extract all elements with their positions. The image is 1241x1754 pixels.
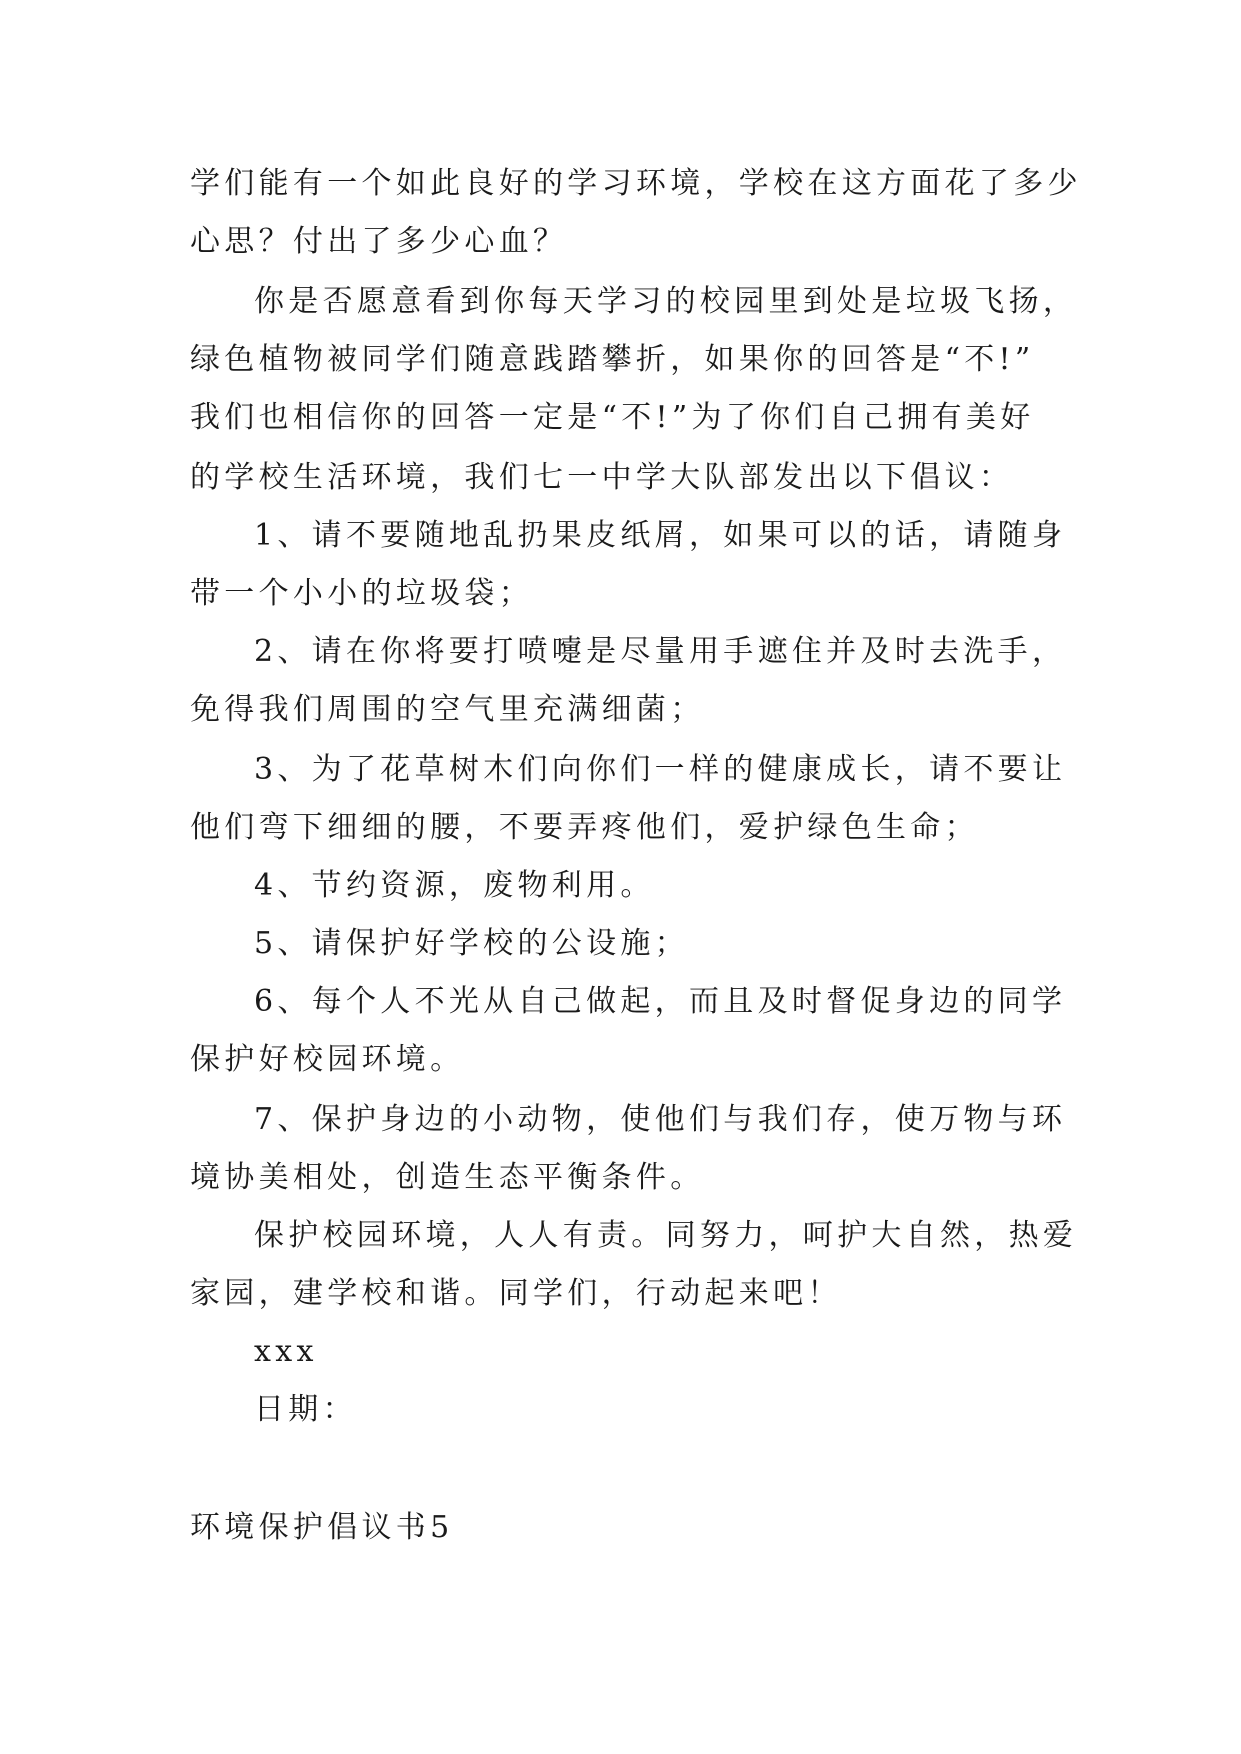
paragraph-line: 我们也相信你的回答一定是“不!”为了你们自己拥有美好 (190, 400, 1035, 435)
signature: xxx (254, 1334, 318, 1369)
paragraph-line: 学们能有一个如此良好的学习环境，学校在这方面花了多少 (190, 166, 1082, 201)
list-item-line: 带一个小小的垃圾袋； (190, 576, 533, 611)
section-title: 环境保护倡议书5 (190, 1510, 454, 1545)
list-item-line: 4、节约资源，废物利用。 (254, 868, 655, 903)
list-item-line: 6、每个人不光从自己做起，而且及时督促身边的同学 (254, 984, 1067, 1019)
list-item-line: 免得我们周围的空气里充满细菌； (190, 692, 705, 727)
list-item-line: 2、请在你将要打喷嚏是尽量用手遮住并及时去洗手， (254, 634, 1067, 669)
list-item-line: 7、保护身边的小动物，使他们与我们存，使万物与环 (254, 1102, 1067, 1137)
paragraph-line: 的学校生活环境，我们七一中学大队部发出以下倡议： (190, 460, 1014, 495)
list-item-line: 境协美相处，创造生态平衡条件。 (190, 1160, 705, 1195)
list-item-line: 3、为了花草树木们向你们一样的健康成长，请不要让 (254, 752, 1067, 787)
list-item-line: 他们弯下细细的腰，不要弄疼他们，爱护绿色生命； (190, 810, 979, 845)
list-item-line: 1、请不要随地乱扔果皮纸屑，如果可以的话，请随身 (254, 518, 1067, 553)
paragraph-line: 绿色植物被同学们随意践踏攀折，如果你的回答是“不!” (190, 342, 1035, 377)
date-label: 日期： (254, 1392, 357, 1427)
list-item-line: 5、请保护好学校的公设施； (254, 926, 689, 961)
paragraph-line: 家园，建学校和谐。同学们，行动起来吧！ (190, 1276, 842, 1311)
paragraph-line: 你是否愿意看到你每天学习的校园里到处是垃圾飞扬， (254, 284, 1078, 319)
paragraph-line: 保护校园环境，人人有责。同努力，呵护大自然，热爱 (254, 1218, 1078, 1253)
paragraph-line: 心思？付出了多少心血？ (190, 224, 568, 259)
list-item-line: 保护好校园环境。 (190, 1042, 465, 1077)
